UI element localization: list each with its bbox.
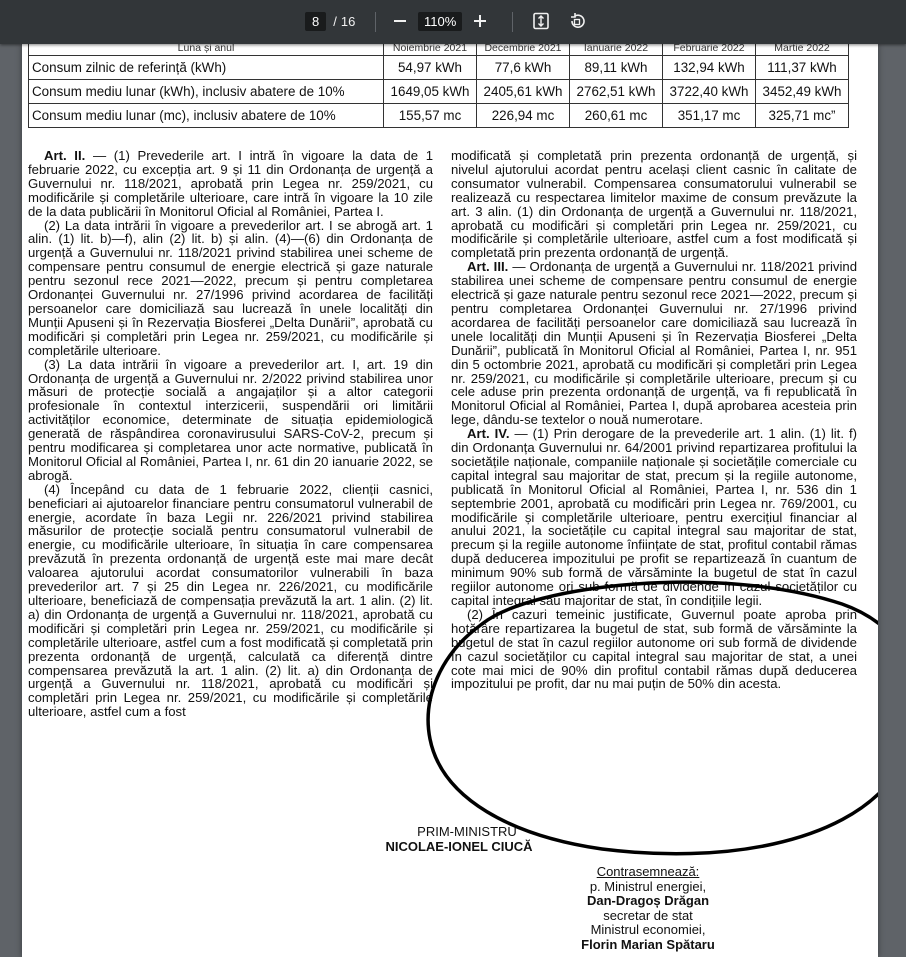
row-label: Consum mediu lunar (mc), inclusiv abatere de 10% [29,104,384,128]
fit-to-page-button[interactable] [529,9,553,33]
article-paragraph [28,219,433,358]
table-row [29,80,849,104]
pdf-toolbar [0,0,906,44]
table-cell: 155,57 mc [384,104,477,128]
table-cell: 3722,40 kWh [663,80,756,104]
page-indicator [305,9,355,33]
table-row [29,56,849,80]
article-paragraph [28,358,433,483]
document-page [22,44,878,957]
consumption-table [28,44,849,128]
countersign-role: p. Ministrul energiei, [589,878,707,894]
countersign-heading: Contrasemnează: [596,864,700,879]
signature-name: NICOLAE-IONEL CIUCĂ [385,838,533,854]
plus-icon [473,14,487,28]
row-label: Consum mediu lunar (kWh), inclusiv abatere de 10% [29,80,384,104]
table-cell: 54,97 kWh [384,56,477,80]
paragraph-text: (3) La data intrării în vigoare a prevederilor art. I, art. 19 din Ordonanța de urgență a Guvernului nr. 2/2022 privind stabilirea unor măsuri de protecție socială a angajaților și a altor categorii profesionale în contextul interzicerii, suspendării ori limitării activităților economice, determinate de situația epidemiologică generată de răspândirea coronavirusului SARS-CoV-2, precum și pentru modificarea și completarea unor acte normative, publicată în Monitorul Oficial al României, Partea I, nr. 61 din 20 ianuarie 2022, se abrogă. [28,356,433,483]
table-cell: 111,37 kWh [756,56,849,80]
table-cell: 89,11 kWh [570,56,663,80]
article-paragraph [28,483,433,719]
table-cell: 260,61 mc [570,104,663,128]
article-paragraph [451,608,857,691]
table-cell: 132,94 kWh [663,56,756,80]
paragraph-text: (2) În cazuri temeinic justificate, Guvernul poate aproba prin hotărâre repartizarea la bugetul de stat, sub formă de vărsăminte la bugetul de stat în cazul regiilor autonome ori sub formă de dividende în cazul societăților cu capital integral sau majoritar de stat, a unei cote mai mici de 90% din profitul contabil rămas după deducerea impozitului pe profit, dar nu mai puțin de 50% din acesta. [451,606,857,692]
toolbar-divider [512,12,513,32]
paragraph-text: — Ordonanța de urgență a Guvernului nr. 118/2021 privind stabilirea unei scheme de compensare pentru consumul de energie electrică și gaze naturale pentru sezonul rece 2021—2022, precum și pentru completarea Ordonanței Guvernului nr. 27/1996 privind acordarea de facilități persoanelor care domiciliază sau lucrează în unele localități din Munții Apuseni și în Rezervația Biosferei „Delta Dunării”, publicată în Monitorul Oficial al României, Partea I, nr. 951 din 5 octombrie 2021, aprobată cu modificări și completări prin Legea nr. 259/2021, cu modificările și completările ulterioare, precum și cu cele aduse prin prezenta ordonanță de urgență, va fi republicată în Monitorul Oficial al României, Partea I, după aprobarea acesteia prin lege, dându-se textelor o nouă numerotare. [451,259,857,428]
table-cell: 351,17 mc [663,104,756,128]
page-number-input[interactable]: 8 [305,12,326,31]
article-heading: Art. II. [44,148,86,163]
article-paragraph [451,149,857,260]
minus-icon [393,14,407,28]
table-cell: 2405,61 kWh [477,80,570,104]
article-heading: Art. III. [467,259,509,275]
table-cell: 2762,51 kWh [570,80,663,104]
countersign-role: Ministrul economiei, [590,922,706,938]
table-header-cell: Februarie 2022 [663,44,756,56]
row-label: Consum zilnic de referință (kWh) [29,56,384,80]
paragraph-text: — (1) Prin derogare de la prevederile art. 1 alin. (1) lit. f) din Ordonanța Guvernului nr. 64/2001 privind repartizarea profitului la societățile naționale, companiile naționale și societățile comerciale cu capital integral sau majoritar de stat, precum și la regiile autonome, publicată în Monitorul Oficial al României, Partea I, nr. 536 din 1 septembrie 2001, aprobată cu modificări prin Legea nr. 769/2001, cu modificările și completările ulterioare, pentru exercițiul financiar al anului 2021, la societățile cu capital integral sau majoritar de stat, precum și la regiile autonome înființate de stat, profitul contabil rămas după deducerea impozitului pe profit se repartizează în cuantum de minimum 90% sub formă de vărsăminte la bugetul de stat în cazul regiilor autonome ori sub formă de dividende în cazul societăților cu capital integral sau majoritar de stat, în condițiile legii. [451,426,857,608]
table-header-cell: Luna și anul [29,44,384,56]
table-header-cell: Ianuarie 2022 [570,44,663,56]
prime-minister-signature [354,825,564,854]
zoom-out-button[interactable] [388,9,412,33]
page-separator: / [333,13,337,29]
toolbar-divider [375,12,376,32]
rotate-icon [568,12,586,30]
article-paragraph [451,427,857,608]
fit-page-icon [532,12,550,30]
article-paragraph [451,260,857,427]
zoom-level[interactable]: 110% [418,12,462,31]
table-cell: 325,71 mc” [756,104,849,128]
table-cell: 1649,05 kWh [384,80,477,104]
signature-title: PRIM-MINISTRU [417,824,517,839]
paragraph-text: (2) La data intrării în vigoare a prevederilor art. I se abrogă art. 1 alin. (1) lit. b)—f), alin (2) lit. b) și alin. (4)—(6) din Ordonanța de urgență a Guvernului nr. 118/2021 privind stabilirea unei scheme de compensare pentru consumul de energie electrică și gaze naturale pentru sezonul rece 2021—2022, precum și pentru completarea Ordonanței Guvernului nr. 27/1996 privind acordarea de facilități persoanelor care domiciliază sau lucrează în unele localități din Munții Apuseni și în Rezervația Biosferei „Delta Dunării”, aprobată cu modificări și completări prin Legea nr. 259/2021, cu modificările și completările ulterioare. [28,217,433,358]
countersign-role: secretar de stat [603,907,693,923]
article-heading: Art. IV. [467,426,510,442]
table-header-cell: Noiembrie 2021 [384,44,477,56]
countersign-name: Florin Marian Spătaru [581,936,715,952]
countersignature-block [540,865,756,953]
zoom-in-button[interactable] [468,9,492,33]
paragraph-text: (4) Începând cu data de 1 februarie 2022, clienții casnici, beneficiari ai ajutoarelor financiare pentru consumatorul vulnerabil de energie, acordate în baza Legii nr. 226/2021 privind stabilirea măsurilor de protecție socială pentru consumatorul vulnerabil de energie, cu modificările ulterioare, în situația în care compensarea prevăzută în prezenta ordonanță de urgență este mai mare decât valoarea ajutorului acordat consumatorilor vulnerabili în baza prevederilor art. 7 și 25 din Legea nr. 226/2021, cu modificările ulterioare, beneficiază de compensația prevăzută la art. 1 alin. (2) lit. a) din Ordonanța de urgență a Guvernului nr. 118/2021, aprobată cu modificări și completări prin Legea nr. 259/2021, cu modificările și completările ulterioare, astfel cum a fost modificată și completată prin prezenta ordonanță de urgență, calculată ca diferență dintre compensarea prevăzută la art. 1 alin. (2) lit. a) din Ordonanța de urgență a Guvernului nr. 118/2021, aprobată cu modificări și completări prin Legea nr. 259/2021, cu modificările și completările ulterioare, astfel cum a fost [28,481,433,720]
table-cell: 77,6 kWh [477,56,570,80]
rotate-button[interactable] [565,9,589,33]
table-header-cell: Decembrie 2021 [477,44,570,56]
left-text-column [28,149,433,719]
countersign-name: Dan-Dragoș Drăgan [586,893,710,909]
table-header-cell: Martie 2022 [756,44,849,56]
table-row [29,104,849,128]
article-paragraph [28,149,433,219]
table-cell: 3452,49 kWh [756,80,849,104]
page-total: 16 [340,13,356,29]
table-header-row [29,44,849,56]
table-cell: 226,94 mc [477,104,570,128]
paragraph-text: — (1) Prevederile art. I intră în vigoare la data de 1 februarie 2022, cu excepția art. 9 și 11 din Ordonanța de urgență a Guvernului nr. 118/2021, aprobată prin Legea nr. 259/2021, cu modificările și completările ulterioare, care intră în vigoare la 10 zile de la data publicării în Monitorul Oficial al României, Partea I. [28,148,434,219]
right-text-column [451,149,857,691]
paragraph-text: modificată și completată prin prezenta ordonanță de urgență, și nivelul ajutorului acordat pentru același client casnic în calitate de consumator vulnerabil. Compensarea consumatorului vulnerabil se realizează cu respectarea limitelor maxime de consum prevăzute la art. 3 alin. (1) din Ordonanța de urgență a Guvernului nr. 118/2021, aprobată cu modificări și completări prin Legea nr. 259/2021, cu modificările și completările ulterioare, astfel cum a fost modificată și completată prin prezenta ordonanță de urgență. [451,148,857,261]
